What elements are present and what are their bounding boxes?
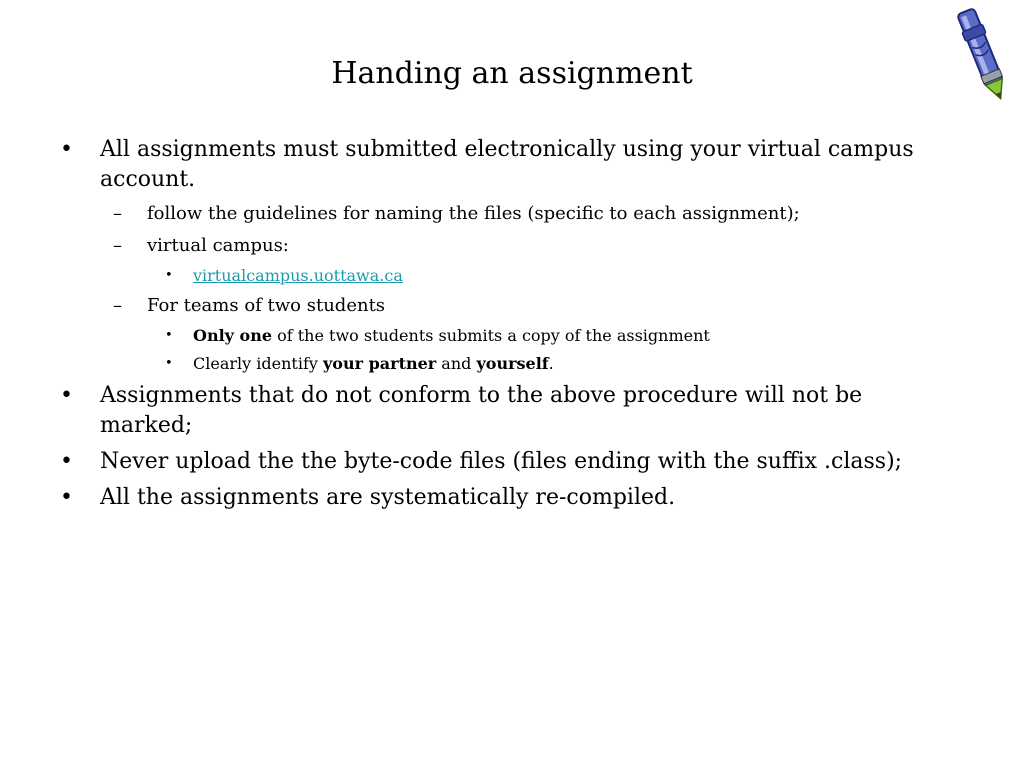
sub-sub-bullet-text: . [548,354,554,373]
bullet-text: Never upload the the byte-code files (files ending with the suffix .class); [100,449,903,474]
bullet-text: All assignments must submitted electronically using your virtual campus account. [100,137,914,192]
dash-marker: – [113,203,122,224]
bullet-submission [0,135,930,195]
bullet-marker: • [60,137,73,162]
bullet-marker: • [165,328,173,343]
sub-sub-bullet-text: Clearly identify [193,354,323,373]
sub-bullet-text: virtual campus: [147,235,289,256]
bullet-text: Assignments that do not conform to the above procedure will not be marked; [100,383,863,438]
sub-sub-bullet-only-one [0,325,933,347]
bullet-marker: • [60,383,73,408]
emphasis-text: yourself [476,354,549,373]
sub-sub-bullet-identify [0,353,933,375]
bullet-marker: • [60,485,73,510]
bullet-recompiled [0,483,930,513]
dash-marker: – [113,295,122,316]
sub-sub-bullet-text: and [436,354,477,373]
sub-sub-bullet-text: of the two students submits a copy of the assignment [272,326,710,345]
sub-bullet-teams [0,293,927,319]
pen-icon [950,4,1016,106]
bullet-text: All the assignments are systematically re-compiled. [100,485,676,510]
dash-marker: – [113,235,122,256]
virtual-campus-link[interactable]: virtualcampus.uottawa.ca [193,266,403,285]
sub-bullet-virtual-campus [0,233,927,259]
sub-bullet-text: follow the guidelines for naming the files (specific to each assignment); [147,203,800,224]
sub-bullet-naming [0,201,927,227]
sub-bullet-text: For teams of two students [147,295,386,316]
slide-title: Handing an assignment [331,56,693,91]
bullet-marker: • [165,356,173,371]
bullet-conform [0,381,930,441]
bullet-marker: • [165,268,173,283]
sub-sub-bullet-link [0,265,933,287]
emphasis-text: Only one [193,326,272,345]
bullet-byte-code [0,447,930,477]
emphasis-text: your partner [322,354,437,373]
bullet-marker: • [60,449,73,474]
slide-body [0,135,1000,519]
